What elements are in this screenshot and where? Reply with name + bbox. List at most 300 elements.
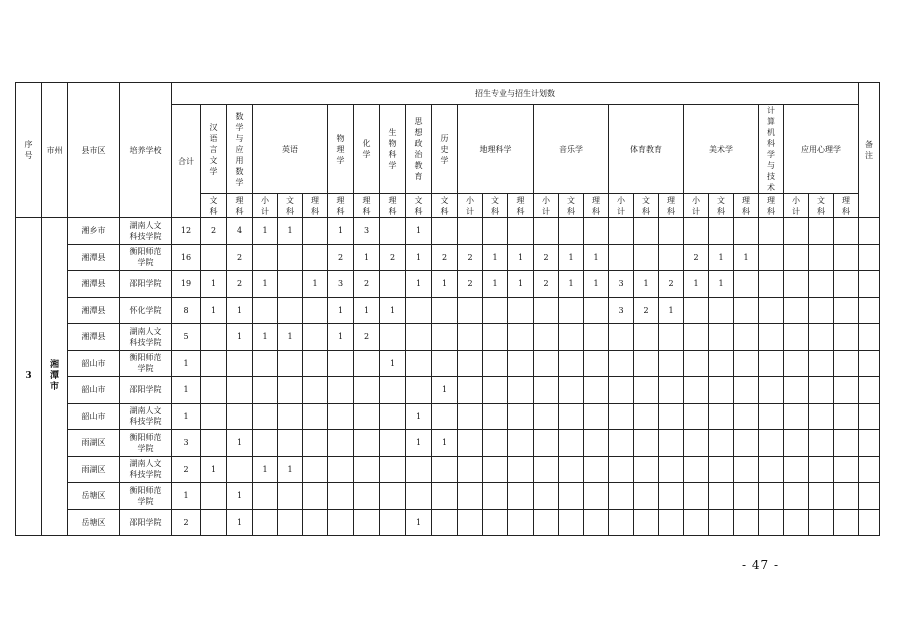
cell-school: 湖南人文科技学院 xyxy=(120,456,172,483)
cell-value xyxy=(354,403,380,430)
cell-value: 1 xyxy=(432,430,458,457)
table-row xyxy=(16,244,880,271)
cell-value: 12 xyxy=(172,218,201,245)
cell-value: 1 xyxy=(709,244,734,271)
cell-value xyxy=(278,297,303,324)
cell-value: 1 xyxy=(253,324,278,351)
cell-remark xyxy=(859,456,880,483)
cell-remark xyxy=(859,350,880,377)
cell-value: 1 xyxy=(253,271,278,298)
cell-value xyxy=(508,430,534,457)
cell-value xyxy=(834,324,859,351)
cell-value xyxy=(634,350,659,377)
cell-value xyxy=(458,377,483,404)
cell-value xyxy=(634,377,659,404)
sub-li: 理科 xyxy=(227,194,253,218)
cell-value xyxy=(483,350,508,377)
header-county: 县市区 xyxy=(68,83,120,218)
cell-school: 衡阳师范学院 xyxy=(120,350,172,377)
cell-value xyxy=(253,244,278,271)
sub-li: 理科 xyxy=(734,194,759,218)
cell-value xyxy=(227,350,253,377)
cell-value xyxy=(834,244,859,271)
cell-value xyxy=(458,509,483,536)
cell-value xyxy=(709,297,734,324)
cell-value xyxy=(201,377,227,404)
table-row xyxy=(16,350,880,377)
cell-value xyxy=(734,403,759,430)
cell-value xyxy=(834,350,859,377)
cell-value xyxy=(784,324,809,351)
cell-value xyxy=(328,403,354,430)
cell-value: 1 xyxy=(380,297,406,324)
sub-xiaoji: 小计 xyxy=(784,194,809,218)
cell-remark xyxy=(859,377,880,404)
sub-wen: 文科 xyxy=(634,194,659,218)
cell-value xyxy=(534,456,559,483)
cell-value xyxy=(354,483,380,510)
cell-value xyxy=(432,324,458,351)
cell-value xyxy=(809,483,834,510)
header-city: 市州 xyxy=(42,83,68,218)
cell-value xyxy=(380,483,406,510)
cell-value xyxy=(534,403,559,430)
cell-value xyxy=(809,271,834,298)
cell-value xyxy=(684,324,709,351)
cell-value xyxy=(684,456,709,483)
cell-value xyxy=(458,403,483,430)
cell-value xyxy=(508,509,534,536)
cell-value: 1 xyxy=(172,350,201,377)
cell-value xyxy=(201,483,227,510)
cell-remark xyxy=(859,297,880,324)
cell-value xyxy=(458,456,483,483)
cell-value xyxy=(432,456,458,483)
cell-school: 衡阳师范学院 xyxy=(120,430,172,457)
cell-school: 湖南人文科技学院 xyxy=(120,218,172,245)
cell-value: 1 xyxy=(227,324,253,351)
cell-value: 1 xyxy=(227,483,253,510)
table-row xyxy=(16,377,880,404)
cell-value xyxy=(584,456,609,483)
cell-value xyxy=(659,324,684,351)
cell-value xyxy=(809,509,834,536)
cell-value xyxy=(609,483,634,510)
cell-value xyxy=(609,218,634,245)
cell-value xyxy=(303,244,328,271)
cell-value xyxy=(534,297,559,324)
cell-value xyxy=(809,218,834,245)
cell-value xyxy=(809,456,834,483)
header-seq: 序号 xyxy=(16,83,42,218)
cell-value xyxy=(253,377,278,404)
cell-value xyxy=(380,324,406,351)
cell-value xyxy=(659,483,684,510)
cell-value xyxy=(609,244,634,271)
cell-value: 3 xyxy=(609,271,634,298)
cell-value xyxy=(278,350,303,377)
cell-value xyxy=(508,350,534,377)
header-biology: 生物科学 xyxy=(380,105,406,194)
cell-value xyxy=(759,403,784,430)
cell-value xyxy=(834,509,859,536)
cell-value: 2 xyxy=(458,271,483,298)
header-politics: 思想政治教育 xyxy=(406,105,432,194)
cell-value: 1 xyxy=(406,244,432,271)
cell-value xyxy=(784,350,809,377)
cell-value: 1 xyxy=(508,271,534,298)
cell-value xyxy=(609,456,634,483)
header-school: 培养学校 xyxy=(120,83,172,218)
cell-value xyxy=(458,218,483,245)
cell-value xyxy=(253,350,278,377)
cell-value xyxy=(201,430,227,457)
cell-value xyxy=(432,483,458,510)
cell-value xyxy=(584,430,609,457)
cell-value: 1 xyxy=(278,218,303,245)
cell-value xyxy=(559,483,584,510)
cell-value: 3 xyxy=(328,271,354,298)
cell-value xyxy=(380,377,406,404)
cell-value xyxy=(534,430,559,457)
cell-value: 1 xyxy=(584,271,609,298)
header-chemistry: 化学 xyxy=(354,105,380,194)
cell-value xyxy=(659,430,684,457)
sub-wen: 文科 xyxy=(809,194,834,218)
cell-school: 怀化学院 xyxy=(120,297,172,324)
cell-value xyxy=(784,218,809,245)
cell-school: 邵阳学院 xyxy=(120,509,172,536)
cell-value: 2 xyxy=(684,244,709,271)
cell-value xyxy=(684,350,709,377)
cell-value xyxy=(759,430,784,457)
cell-value xyxy=(709,456,734,483)
cell-value: 1 xyxy=(253,218,278,245)
cell-value xyxy=(659,403,684,430)
cell-value xyxy=(634,430,659,457)
cell-value: 3 xyxy=(172,430,201,457)
cell-value xyxy=(508,456,534,483)
cell-value: 3 xyxy=(354,218,380,245)
cell-value xyxy=(709,324,734,351)
cell-school: 邵阳学院 xyxy=(120,271,172,298)
cell-value: 2 xyxy=(380,244,406,271)
cell-value xyxy=(406,377,432,404)
cell-value xyxy=(483,377,508,404)
cell-value xyxy=(784,403,809,430)
cell-value xyxy=(834,297,859,324)
cell-value xyxy=(303,430,328,457)
cell-remark xyxy=(859,244,880,271)
header-chinese: 汉语言文学 xyxy=(201,105,227,194)
cell-value xyxy=(458,430,483,457)
cell-value xyxy=(432,350,458,377)
cell-value xyxy=(303,218,328,245)
cell-value: 1 xyxy=(172,377,201,404)
cell-value xyxy=(483,456,508,483)
cell-value xyxy=(659,350,684,377)
cell-value xyxy=(759,456,784,483)
sub-xiaoji: 小计 xyxy=(534,194,559,218)
cell-value xyxy=(354,456,380,483)
cell-county: 韶山市 xyxy=(68,350,120,377)
cell-value xyxy=(201,403,227,430)
cell-value xyxy=(483,430,508,457)
cell-value xyxy=(303,509,328,536)
cell-value xyxy=(253,403,278,430)
cell-value xyxy=(380,456,406,483)
cell-county: 湘潭县 xyxy=(68,271,120,298)
cell-value xyxy=(809,403,834,430)
cell-value xyxy=(406,456,432,483)
cell-county: 湘乡市 xyxy=(68,218,120,245)
cell-value xyxy=(784,297,809,324)
cell-value xyxy=(508,324,534,351)
cell-value xyxy=(634,403,659,430)
cell-value xyxy=(809,377,834,404)
cell-value: 1 xyxy=(227,297,253,324)
cell-value xyxy=(709,483,734,510)
cell-value xyxy=(659,509,684,536)
cell-value xyxy=(634,509,659,536)
sub-wen: 文科 xyxy=(709,194,734,218)
cell-value xyxy=(328,456,354,483)
cell-value: 1 xyxy=(406,509,432,536)
cell-value xyxy=(809,324,834,351)
cell-value xyxy=(809,297,834,324)
cell-value xyxy=(406,483,432,510)
cell-value xyxy=(227,403,253,430)
cell-value: 1 xyxy=(201,297,227,324)
cell-value: 1 xyxy=(734,244,759,271)
cell-value: 2 xyxy=(534,244,559,271)
cell-value: 1 xyxy=(406,430,432,457)
cell-value xyxy=(809,244,834,271)
cell-value xyxy=(328,509,354,536)
cell-value: 1 xyxy=(201,271,227,298)
cell-value: 1 xyxy=(432,377,458,404)
cell-value xyxy=(380,403,406,430)
cell-value: 1 xyxy=(406,218,432,245)
header-math: 数学与应用数学 xyxy=(227,105,253,194)
cell-value xyxy=(709,377,734,404)
cell-value xyxy=(559,403,584,430)
group-seq: 3 xyxy=(16,218,42,536)
cell-value xyxy=(734,430,759,457)
cell-value xyxy=(201,350,227,377)
cell-value: 1 xyxy=(354,244,380,271)
cell-value xyxy=(278,271,303,298)
cell-value xyxy=(380,430,406,457)
cell-value xyxy=(709,403,734,430)
cell-value xyxy=(406,324,432,351)
cell-value: 1 xyxy=(172,403,201,430)
cell-value: 1 xyxy=(172,483,201,510)
cell-value xyxy=(759,350,784,377)
cell-value xyxy=(406,350,432,377)
cell-county: 雨湖区 xyxy=(68,456,120,483)
cell-value xyxy=(303,377,328,404)
cell-county: 韶山市 xyxy=(68,377,120,404)
cell-value xyxy=(659,244,684,271)
cell-value xyxy=(759,377,784,404)
cell-value xyxy=(432,297,458,324)
header-pe: 体育教育 xyxy=(609,105,684,194)
cell-value xyxy=(328,483,354,510)
cell-value xyxy=(508,403,534,430)
sub-xiaoji: 小计 xyxy=(609,194,634,218)
cell-remark xyxy=(859,430,880,457)
cell-value: 1 xyxy=(634,271,659,298)
cell-value xyxy=(559,218,584,245)
cell-value xyxy=(734,324,759,351)
cell-value: 4 xyxy=(227,218,253,245)
cell-value xyxy=(584,350,609,377)
cell-value xyxy=(734,483,759,510)
cell-value xyxy=(709,509,734,536)
cell-value: 1 xyxy=(227,509,253,536)
cell-value: 1 xyxy=(483,244,508,271)
cell-value xyxy=(559,297,584,324)
header-cs: 计算机科学与技术 xyxy=(759,105,784,194)
table-row xyxy=(16,430,880,457)
cell-value xyxy=(253,509,278,536)
sub-wen: 文科 xyxy=(406,194,432,218)
cell-value xyxy=(734,456,759,483)
cell-value xyxy=(734,297,759,324)
cell-value: 2 xyxy=(328,244,354,271)
group-city-label: 湘潭市 xyxy=(50,360,60,392)
cell-value xyxy=(634,244,659,271)
cell-value xyxy=(303,456,328,483)
table-row xyxy=(16,271,880,298)
cell-value xyxy=(432,509,458,536)
cell-value xyxy=(834,377,859,404)
cell-county: 岳塘区 xyxy=(68,509,120,536)
cell-value xyxy=(734,271,759,298)
cell-value xyxy=(584,218,609,245)
cell-value xyxy=(584,377,609,404)
header-music: 音乐学 xyxy=(534,105,609,194)
cell-value xyxy=(684,483,709,510)
sub-wen: 文科 xyxy=(559,194,584,218)
cell-value xyxy=(534,218,559,245)
cell-value: 1 xyxy=(432,271,458,298)
cell-value xyxy=(354,430,380,457)
cell-value xyxy=(559,456,584,483)
cell-value xyxy=(784,377,809,404)
cell-value xyxy=(609,324,634,351)
cell-value xyxy=(634,483,659,510)
cell-value xyxy=(734,350,759,377)
cell-value: 1 xyxy=(684,271,709,298)
cell-value xyxy=(253,297,278,324)
cell-school: 衡阳师范学院 xyxy=(120,244,172,271)
cell-value xyxy=(458,324,483,351)
table-row xyxy=(16,324,880,351)
cell-value xyxy=(684,403,709,430)
cell-value xyxy=(534,324,559,351)
cell-remark xyxy=(859,324,880,351)
cell-value xyxy=(759,297,784,324)
cell-value xyxy=(328,430,354,457)
page-number: - 47 - xyxy=(742,558,780,572)
header-geography: 地理科学 xyxy=(458,105,534,194)
cell-value xyxy=(354,377,380,404)
cell-value xyxy=(684,509,709,536)
table-row xyxy=(16,456,880,483)
cell-value xyxy=(483,483,508,510)
cell-value xyxy=(508,297,534,324)
cell-value xyxy=(734,218,759,245)
cell-value xyxy=(303,324,328,351)
cell-school: 衡阳师范学院 xyxy=(120,483,172,510)
cell-remark xyxy=(859,509,880,536)
cell-value xyxy=(784,430,809,457)
cell-value: 5 xyxy=(172,324,201,351)
cell-county: 湘潭县 xyxy=(68,297,120,324)
sub-li: 理科 xyxy=(584,194,609,218)
cell-value xyxy=(432,403,458,430)
sub-li: 理科 xyxy=(380,194,406,218)
group-city xyxy=(42,218,68,536)
cell-value: 1 xyxy=(709,271,734,298)
cell-value xyxy=(483,218,508,245)
sub-xiaoji: 小计 xyxy=(458,194,483,218)
cell-value xyxy=(709,218,734,245)
cell-value xyxy=(278,403,303,430)
cell-value xyxy=(734,377,759,404)
cell-value xyxy=(432,218,458,245)
cell-value xyxy=(508,483,534,510)
cell-value xyxy=(584,483,609,510)
cell-value: 1 xyxy=(659,297,684,324)
cell-remark xyxy=(859,403,880,430)
cell-value: 1 xyxy=(406,271,432,298)
cell-value xyxy=(609,509,634,536)
cell-value: 19 xyxy=(172,271,201,298)
cell-value xyxy=(709,430,734,457)
cell-remark xyxy=(859,483,880,510)
cell-value xyxy=(759,324,784,351)
table-row xyxy=(16,509,880,536)
cell-value xyxy=(584,324,609,351)
cell-value: 2 xyxy=(659,271,684,298)
cell-value xyxy=(734,509,759,536)
cell-value xyxy=(278,244,303,271)
cell-value xyxy=(534,377,559,404)
cell-value xyxy=(303,297,328,324)
table-body xyxy=(16,218,880,536)
cell-county: 雨湖区 xyxy=(68,430,120,457)
cell-value: 2 xyxy=(172,456,201,483)
sub-wen: 文科 xyxy=(432,194,458,218)
cell-value: 1 xyxy=(380,350,406,377)
cell-value: 2 xyxy=(634,297,659,324)
cell-value xyxy=(458,483,483,510)
cell-value: 1 xyxy=(508,244,534,271)
cell-value xyxy=(278,509,303,536)
cell-value xyxy=(303,403,328,430)
cell-value xyxy=(227,377,253,404)
cell-remark xyxy=(859,218,880,245)
cell-value: 3 xyxy=(609,297,634,324)
cell-value xyxy=(709,350,734,377)
cell-value: 2 xyxy=(354,271,380,298)
cell-value: 2 xyxy=(354,324,380,351)
cell-value xyxy=(634,218,659,245)
cell-value: 16 xyxy=(172,244,201,271)
